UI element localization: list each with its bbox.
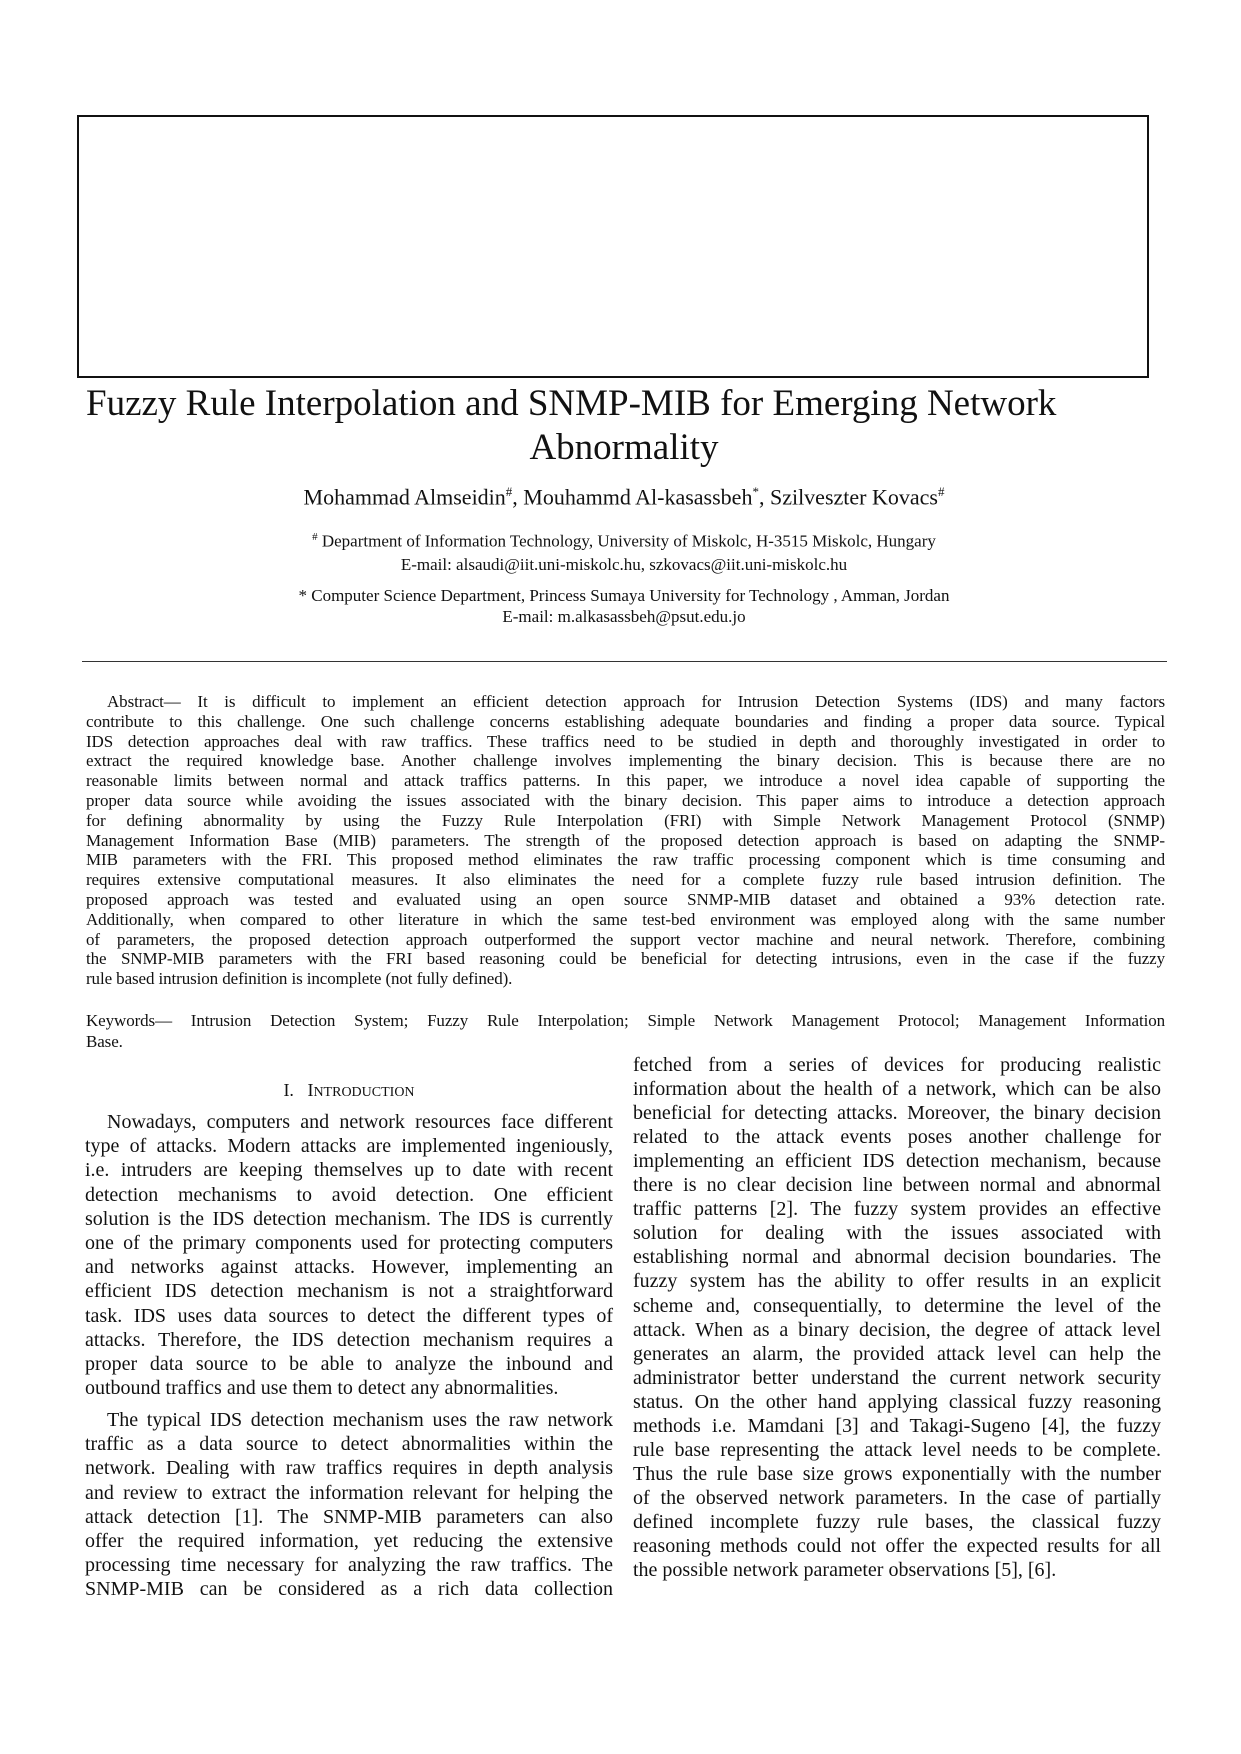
right-col-line: rule base representing the attack level needs to be complete. — [633, 1438, 1161, 1461]
keywords-lines-line: Base. — [86, 1032, 123, 1051]
right-col-line: solution for dealing with the issues associated with — [633, 1222, 1161, 1245]
abstract-lines-line: the SNMP-MIB parameters with the FRI based reasoning could be beneficial for detecting intrusions, even in the case if the fuzzy — [86, 949, 1165, 969]
right-col-line: related to the attack events poses another challenge for — [633, 1126, 1161, 1149]
right-col-line: methods i.e. Mamdani [3] and Takagi-Sugeno [4], the fuzzy — [633, 1414, 1161, 1437]
author-list: Mohammad Almseidin#, Mouhammd Al-kasassbeh*, Szilveszter Kovacs# — [303, 484, 945, 510]
left-para1-line: i.e. intruders are keeping themselves up to date with recent — [85, 1159, 613, 1182]
left-para2-line: network. Dealing with raw traffics requires in depth analysis — [85, 1457, 613, 1480]
left-para1-line: one of the primary components used for protecting computers — [85, 1232, 613, 1254]
left-para2-line: attack detection [1]. The SNMP-MIB parameters can also — [85, 1505, 613, 1528]
right-col-line: fuzzy system has the ability to offer results in an explicit — [633, 1270, 1161, 1293]
author-mark: # — [505, 484, 513, 499]
left-para1-line: task. IDS uses data sources to detect the different types of — [85, 1304, 613, 1327]
right-col-line: establishing normal and abnormal decision boundaries. The — [633, 1246, 1161, 1269]
abstract-lines-line: of parameters, the proposed detection approach outperformed the support vector machine and neural network. Therefore, combining — [86, 929, 1165, 949]
left-para1-line: Nowadays, computers and network resources face different — [107, 1111, 613, 1133]
header-divider — [82, 661, 1167, 662]
left-para1-line: attacks. Therefore, the IDS detection mechanism requires a — [85, 1328, 613, 1351]
section-number: I. — [283, 1080, 294, 1100]
left-para2-line: offer the required information, yet reducing the extensive — [85, 1530, 613, 1552]
right-col-line: scheme and, consequentially, to determine the level of the — [633, 1294, 1161, 1317]
affiliation-2-email: E-mail: m.alkasassbeh@psut.edu.jo — [502, 607, 746, 626]
left-para1-line: solution is the IDS detection mechanism. The IDS is currently — [85, 1207, 613, 1230]
abstract-lines-line: rule based intrusion definition is incomplete (not fully defined). — [86, 969, 513, 989]
right-col-line: implementing an efficient IDS detection mechanism, because — [633, 1150, 1161, 1173]
left-para1-line: type of attacks. Modern attacks are implemented ingeniously, — [85, 1135, 613, 1158]
right-col-line: administrator better understand the current network security — [633, 1366, 1161, 1389]
left-para2-line: processing time necessary for analyzing the raw traffics. The — [85, 1554, 613, 1577]
right-col-line: of the observed network parameters. In the case of partially — [633, 1486, 1161, 1509]
affiliation-1-email: E-mail: alsaudi@iit.uni-miskolc.hu, szkovacs@iit.uni-miskolc.hu — [400, 555, 848, 574]
abstract-lines-line: Abstract— It is difficult to implement an efficient detection approach for Intrusion Detection Systems (IDS) and many factors — [107, 692, 1165, 711]
right-col-line: the possible network parameter observations [5], [6]. — [633, 1559, 1057, 1582]
section-heading-introduction — [85, 1080, 613, 1101]
right-col-line: there is no clear decision line between normal and abnormal — [633, 1174, 1161, 1197]
figure-placeholder-box — [77, 115, 1149, 378]
abstract-lines-line: contribute to this challenge. One such challenge concerns establishing adequate boundaries and finding a proper data source. Typical — [86, 711, 1165, 731]
left-para1-line: and networks against attacks. However, implementing an — [85, 1256, 613, 1279]
affiliation-1 — [0, 527, 1241, 552]
author-name: Szilveszter Kovacs — [769, 484, 938, 510]
affiliation-mark: # — [312, 531, 318, 543]
right-col-line: reasoning methods could not offer the expected results for all — [633, 1535, 1161, 1557]
abstract-lines-line: Management Information Base (MIB) parameters. The strength of the proposed detection approach is based on adapting the SNMP- — [86, 830, 1165, 850]
left-para2-line: and review to extract the information relevant for helping the — [85, 1481, 613, 1504]
right-col-line: status. On the other hand applying classical fuzzy reasoning — [633, 1390, 1161, 1413]
section-title-rest: NTRODUCTION — [313, 1085, 415, 1100]
right-col-line: information about the health of a network, which can be also — [633, 1078, 1161, 1101]
author-name: Mouhammd Al-kasassbeh — [523, 484, 753, 510]
right-col-line: traffic patterns [2]. The fuzzy system provides an effective — [633, 1198, 1161, 1221]
abstract-lines-line: proper data source while avoiding the issues associated with the binary decision. This paper aims to introduce a detection approach — [86, 791, 1165, 810]
left-para1-line: efficient IDS detection mechanism is not a straightforward — [85, 1280, 613, 1303]
abstract-lines-line: MIB parameters with the FRI. This proposed method eliminates the raw traffic processing component which is time consuming and — [86, 850, 1165, 870]
abstract-lines-line: reasonable limits between normal and attack traffics patterns. In this paper, we introduce a novel idea capable of supporting the — [86, 771, 1165, 791]
author-name: Mohammad Almseidin — [303, 484, 506, 510]
right-col-line: Thus the rule base size grows exponentially with the number — [633, 1462, 1161, 1485]
paper-title-line-2: Abnormality — [529, 427, 719, 468]
left-para2-line: SNMP-MIB can be considered as a rich data collection — [85, 1578, 613, 1601]
right-col-line: generates an alarm, the provided attack level can help the — [633, 1342, 1161, 1365]
left-para2-line: traffic as a data source to detect abnormalities within the — [85, 1433, 613, 1456]
abstract-lines-line: extract the required knowledge base. Another challenge involves implementing the binary decision. This is because there are no — [86, 751, 1165, 771]
left-para1-line: detection mechanisms to avoid detection. One efficient — [85, 1183, 613, 1206]
left-para2-line: The typical IDS detection mechanism uses the raw network — [107, 1409, 613, 1431]
abstract-lines-line: Additionally, when compared to other literature in which the same test-bed environment was employed along with the same number — [86, 909, 1165, 929]
affiliation-2: * Computer Science Department, Princess Sumaya University for Technology , Amman, Jordan — [298, 586, 950, 605]
abstract-lines-line: requires extensive computational measures. It also eliminates the need for a complete fuzzy rule based intrusion definition. The — [86, 870, 1165, 890]
author-mark: # — [937, 484, 945, 499]
affiliation-text: Department of Information Technology, University of Miskolc, H-3515 Miskolc, Hungary — [317, 531, 936, 551]
left-para1-line: proper data source to be able to analyze the inbound and — [85, 1353, 613, 1375]
right-col-line: defined incomplete fuzzy rule bases, the classical fuzzy — [633, 1510, 1161, 1533]
abstract-lines-line: for defining abnormality by using the Fuzzy Rule Interpolation (FRI) with Simple Network Management Protocol (SNMP) — [86, 810, 1165, 830]
left-para1-line: outbound traffics and use them to detect any abnormalities. — [85, 1377, 559, 1400]
abstract-lines-line: IDS detection approaches deal with raw traffics. These traffics need to be studied in depth and thoroughly investigated in order to — [86, 731, 1165, 751]
right-col-line: beneficial for detecting attacks. Moreover, the binary decision — [633, 1102, 1161, 1125]
section-title-initial: I — [307, 1080, 314, 1100]
paper-title-line-1: Fuzzy Rule Interpolation and SNMP-MIB for Emerging Network — [86, 383, 1057, 424]
right-col-line: fetched from a series of devices for producing realistic — [633, 1054, 1161, 1076]
keywords-lines-line: Keywords— Intrusion Detection System; Fuzzy Rule Interpolation; Simple Network Management Protocol; Management Information — [86, 1011, 1165, 1030]
right-col-line: attack. When as a binary decision, the degree of attack level — [633, 1318, 1161, 1341]
author-mark: * — [752, 484, 759, 499]
abstract-lines-line: proposed approach was tested and evaluated using an open source SNMP-MIB dataset and obtained a 93% detection rate. — [86, 890, 1165, 909]
